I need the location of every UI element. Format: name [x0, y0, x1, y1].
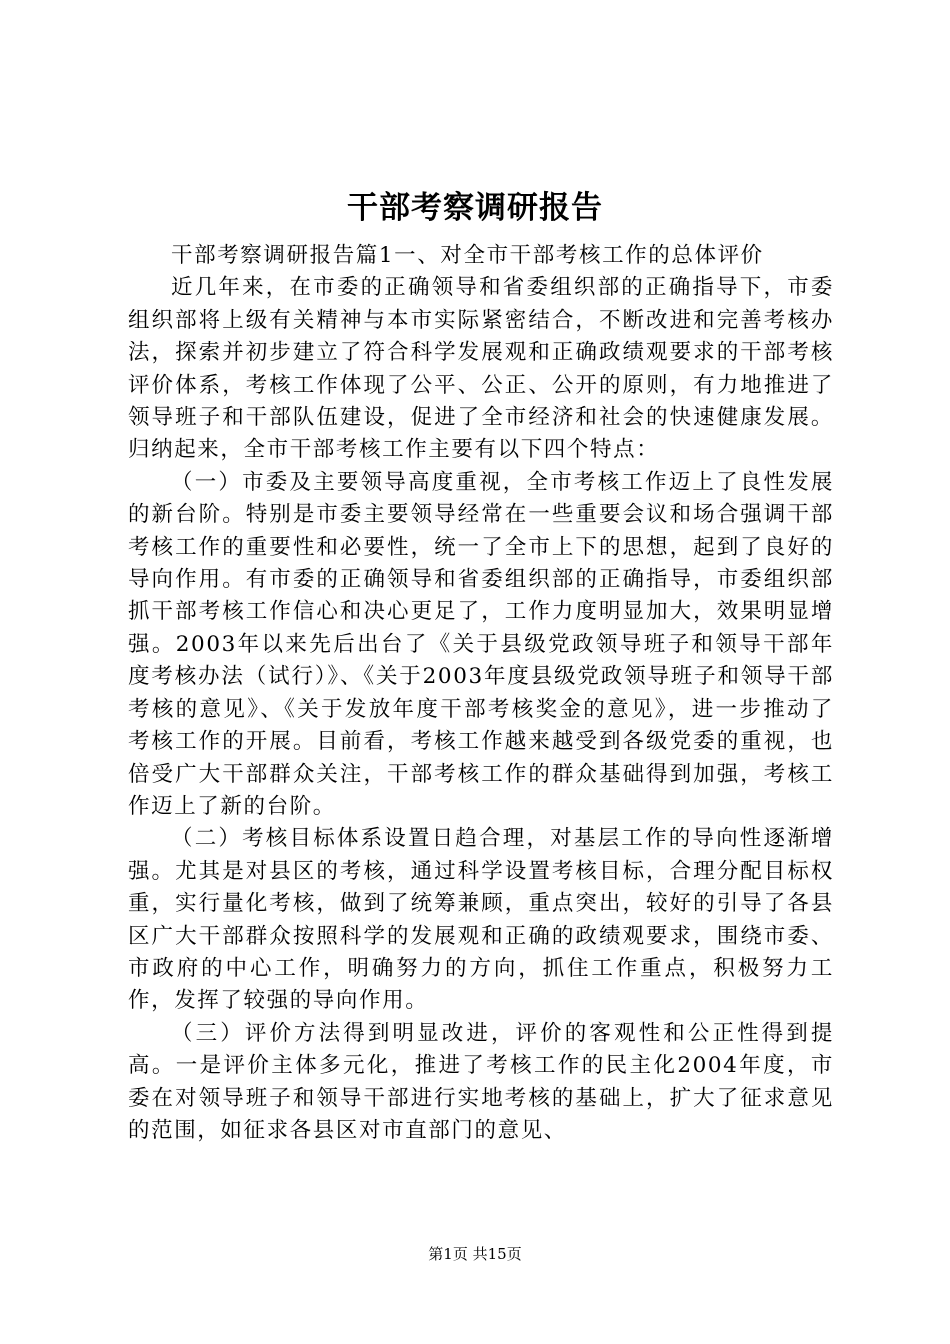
- paragraph-point-3: （三）评价方法得到明显改进，评价的客观性和公正性得到提高。一是评价主体多元化，推进了考核工作的民主化2004年度，市委在对领导班子和领导干部进行实地考核的基础上，扩大了征求意见的范围，如征求各县区对市直部门的意见、: [128, 1020, 834, 1143]
- document-title: 干部考察调研报告: [347, 190, 603, 226]
- document-body: [128, 240, 834, 1147]
- page-number-footer: 第1页 共15页: [428, 1245, 522, 1263]
- paragraph-intro: 干部考察调研报告篇1一、对全市干部考核工作的总体评价: [171, 243, 764, 268]
- paragraph-point-1: （一）市委及主要领导高度重视，全市考核工作迈上了良性发展的新台阶。特别是市委主要领导经常在一些重要会议和场合强调干部考核工作的重要性和必要性，统一了全市上下的思想，起到了良好的导向作用。有市委的正确领导和省委组织部的正确指导，市委组织部抓干部考核工作信心和决心更足了，工作力度明显加大，效果明显增强。2003年以来先后出台了《关于县级党政领导班子和领导干部年度考核办法（试行）》、《关于2003年度县级党政领导班子和领导干部考核的意见》、《关于发放年度干部考核奖金的意见》，进一步推动了考核工作的开展。目前看，考核工作越来越受到各级党委的重视，也倍受广大干部群众关注，干部考核工作的群众基础得到加强，考核工作迈上了新的台阶。: [128, 469, 834, 819]
- paragraph-overview: 近几年来，在市委的正确领导和省委组织部的正确指导下，市委组织部将上级有关精神与本市实际紧密结合，不断改进和完善考核办法，探索并初步建立了符合科学发展观和正确政绩观要求的干部考核评价体系，考核工作体现了公平、公正、公开的原则，有力地推进了领导班子和干部队伍建设，促进了全市经济和社会的快速健康发展。归纳起来，全市干部考核工作主要有以下四个特点：: [128, 275, 834, 463]
- paragraph-point-2: （二）考核目标体系设置日趋合理，对基层工作的导向性逐渐增强。尤其是对县区的考核，通过科学设置考核目标，合理分配目标权重，实行量化考核，做到了统筹兼顾，重点突出，较好的引导了各县区广大干部群众按照科学的发展观和正确的政绩观要求，围绕市委、市政府的中心工作，明确努力的方向，抓住工作重点，积极努力工作，发挥了较强的导向作用。: [128, 826, 834, 1014]
